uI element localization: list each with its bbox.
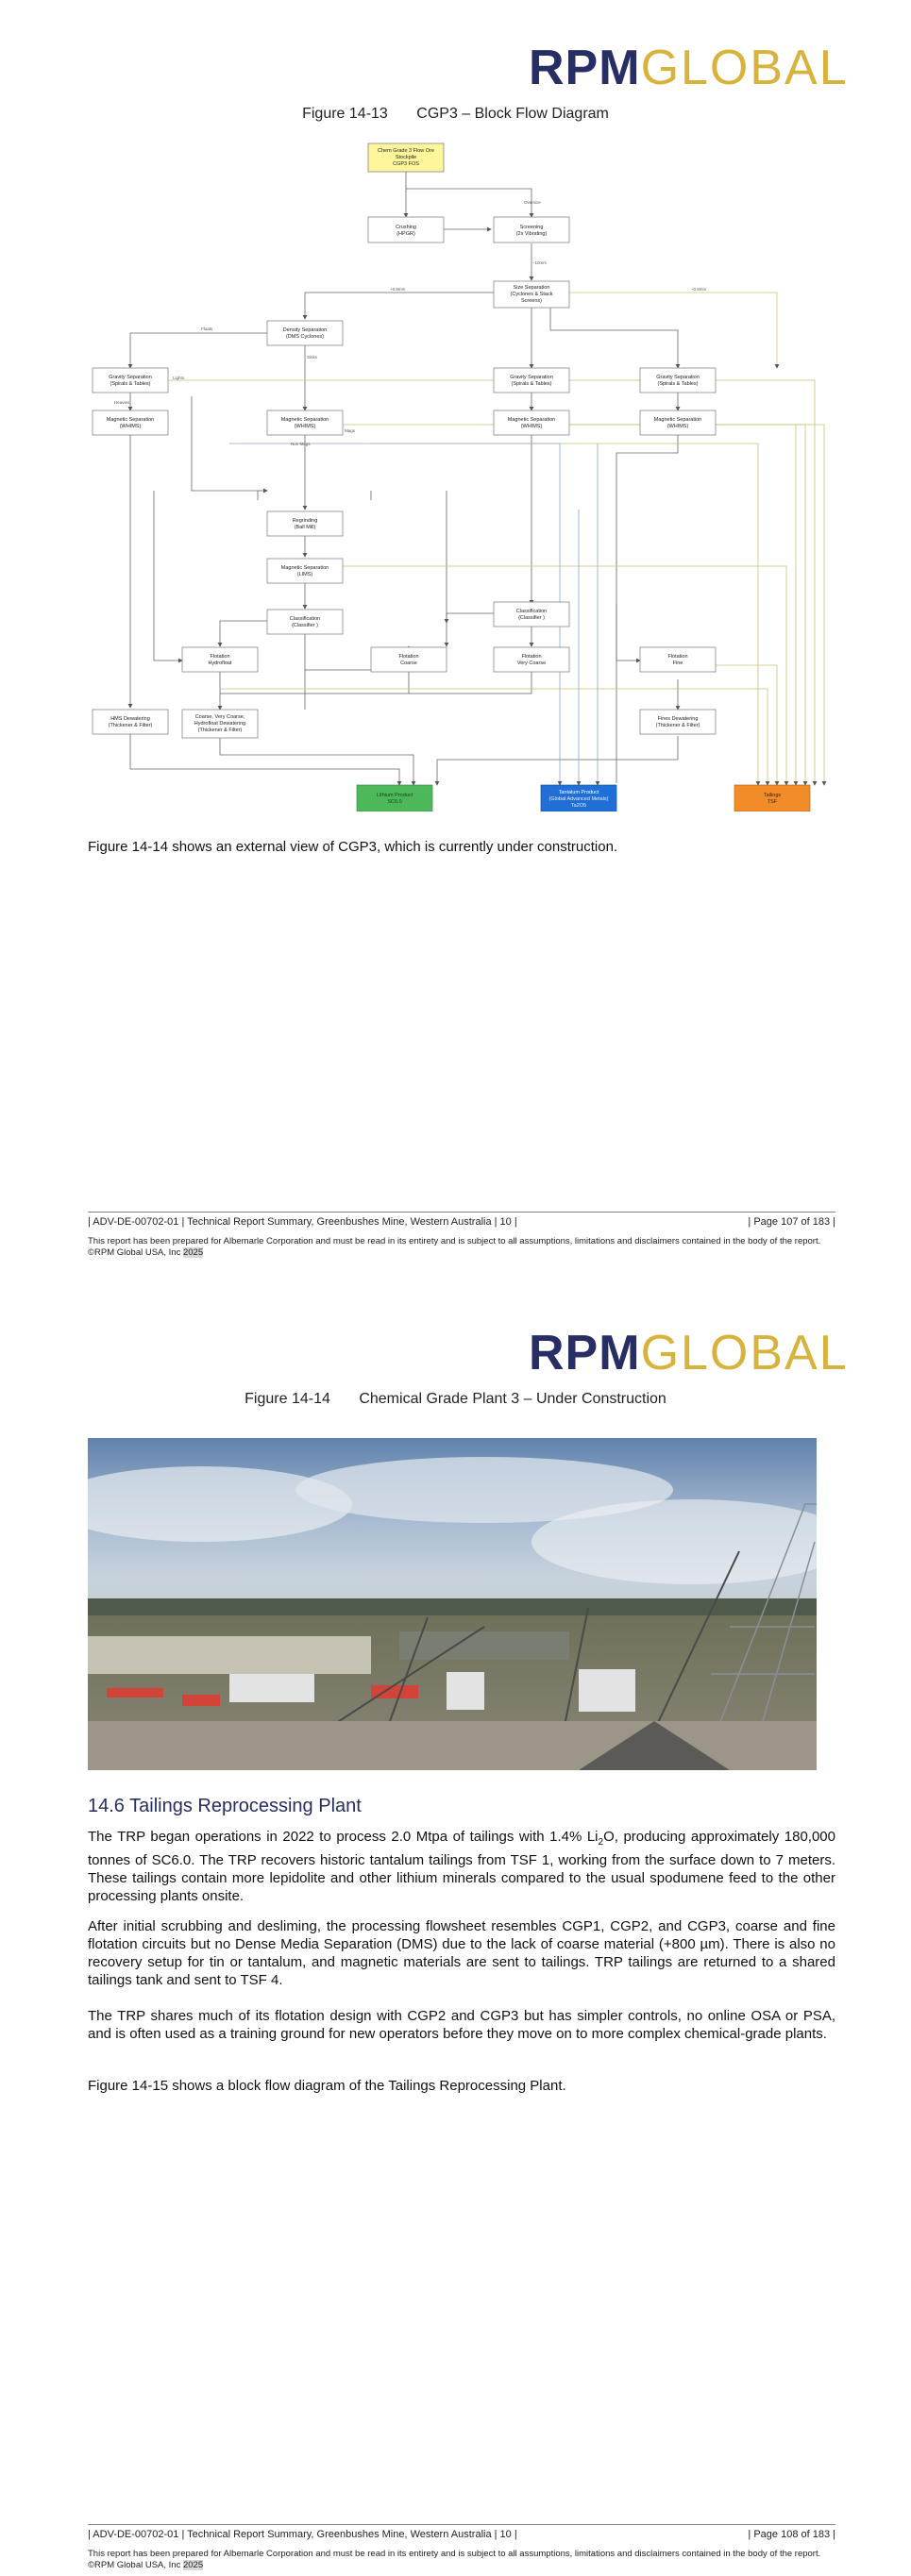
- footer-document-info: | ADV-DE-00702-01 | Technical Report Summary, Greenbushes Mine, Western Australia | 10 |: [88, 1216, 517, 1228]
- figure-number: Figure 14-14: [245, 1391, 330, 1407]
- section-heading: [88, 1796, 362, 1817]
- flow-label-heavies: Heavies: [114, 400, 130, 405]
- construction-site-photo: [88, 1438, 817, 1770]
- paragraph-1: [88, 1828, 835, 1905]
- footer-document-info: | ADV-DE-00702-01 | Technical Report Summary, Greenbushes Mine, Western Australia | 10 |: [88, 2529, 517, 2540]
- flow-label-fines: -0.8mm: [692, 287, 707, 292]
- footer-divider: [88, 1212, 835, 1213]
- paragraph-3: The TRP shares much of its flotation design with CGP2 and CGP3 but has simpler controls, no online OSA or PSA, and is often used as a training ground for new operators before they move on to more complex chemical-grade plants.: [88, 2008, 835, 2042]
- fines-dewatering-label: Fines Dewatering: [657, 716, 699, 722]
- coarse-dewatering-label: Coarse, Very Coarse,: [194, 714, 245, 720]
- figure-caption: [0, 106, 911, 123]
- rpm-global-logo: RPMGLOBAL: [529, 41, 849, 95]
- figure-title: CGP3 – Block Flow Diagram: [416, 106, 609, 122]
- mag-sep-4-label: Magnetic Separation: [653, 417, 702, 423]
- flow-label-sinks: Sinks: [307, 355, 318, 360]
- rpm-global-logo-page2: RPMGLOBAL: [529, 1326, 849, 1380]
- disclaimer-page2: [88, 2549, 835, 2571]
- hms-dewatering-label: HMS Dewatering: [110, 716, 150, 722]
- tantalum-product-sub1: (Global Advanced Metals): [548, 796, 609, 802]
- mag-sep-2-sub: (WHIMS): [294, 424, 316, 429]
- mag-sep-1-sub: (WHIMS): [119, 424, 142, 429]
- mag-sep-3-label: Magnetic Separation: [507, 417, 556, 423]
- size-sep-sub1: (Cyclones & Stack: [510, 292, 553, 297]
- footer-page-number: | Page 107 of 183 |: [748, 1216, 835, 1228]
- flow-label-lights: Lights: [173, 376, 185, 380]
- fines-dewatering-sub: (Thickener & Filter): [655, 723, 700, 728]
- gravity-sep-3-label: Gravity Separation: [656, 375, 700, 380]
- page-footer: [88, 1216, 835, 1228]
- paragraph-1-part-a: The TRP began operations in 2022 to process 2.0 Mtpa of tailings with 1.4% Li: [88, 1829, 599, 1845]
- classification-2-sub: (Classifier ): [518, 615, 545, 621]
- tantalum-product-label: Tantalum Product: [558, 790, 599, 795]
- density-sep-label: Density Separation: [282, 327, 328, 333]
- feed-label-1: Chem Grade 3 Flow Ore: [378, 148, 434, 154]
- disclaimer-text: This report has been prepared for Albemarle Corporation and must be read in its entirety and is subject to all assumptions, limitations and disclaimers contained in the body of the report. ©RPM Global USA, Inc: [88, 2549, 821, 2570]
- disclaimer-year: 2025: [182, 1247, 204, 1258]
- flotation-fine-sub: Fine: [672, 661, 683, 666]
- subscript: 2: [598, 1837, 604, 1848]
- coarse-dewatering-sub2: (Thickener & Filter): [197, 728, 243, 733]
- paragraph-4: Figure 14-15 shows a block flow diagram of the Tailings Reprocessing Plant.: [88, 2078, 566, 2094]
- flotation-vcoarse-sub: Very Coarse: [516, 661, 547, 666]
- page-footer-2: [88, 2529, 835, 2540]
- flow-label-coarse: +0.8mm: [390, 287, 406, 292]
- flotation-hydro-label: Flotation: [210, 654, 230, 660]
- figure-caption-page2: [0, 1391, 911, 1408]
- tantalum-product-sub2: Ta2O5: [570, 803, 587, 809]
- block-flow-diagram: [88, 132, 835, 811]
- section-number: 14.6: [88, 1796, 125, 1816]
- flotation-vcoarse-label: Flotation: [521, 654, 542, 660]
- lithium-product-sub: SC6.0: [387, 799, 402, 805]
- mag-sep-3-sub: (WHIMS): [520, 424, 543, 429]
- classification-2-label: Classification: [515, 609, 548, 614]
- section-title: Tailings Reprocessing Plant: [129, 1796, 362, 1816]
- coarse-dewatering-sub1: Hydrofloat Dewatering: [194, 721, 246, 727]
- disclaimer-text: This report has been prepared for Albemarle Corporation and must be read in its entirety and is subject to all assumptions, limitations and disclaimers contained in the body of the report. ©RPM Global USA, Inc: [88, 1236, 821, 1258]
- flow-label-floats: Floats: [201, 326, 213, 331]
- mag-sep-2-label: Magnetic Separation: [280, 417, 329, 423]
- crushing-sub: (HPGR): [396, 231, 415, 237]
- size-sep-label: Size Separation: [513, 285, 550, 291]
- crushing-label: Crushing: [395, 225, 417, 230]
- figure-number: Figure 14-13: [302, 106, 388, 122]
- lithium-product-label: Lithium Product: [376, 793, 413, 798]
- paragraph-1-part-b: O, producing approximately 180,000 tonnes of SC6.0. The TRP recovers historic tantalum tailings from TSF 1, working from the surface down to 7 meters. These tailings contain more lepidolite and other lithium minerals compared to the usual spodumene feed to the other processing plants onsite.: [88, 1829, 835, 1904]
- flow-label-oversize: Oversize: [524, 200, 541, 205]
- flow-label-mags: Mags: [345, 428, 356, 433]
- feed-label-3: CGP3 FOS: [393, 161, 419, 167]
- classification-1-label: Classification: [289, 616, 321, 622]
- gravity-sep-1-sub: (Spirals & Tables): [110, 381, 151, 387]
- hms-dewatering-sub: (Thickener & Filter): [108, 723, 153, 728]
- regrind-label: Regrinding: [292, 518, 318, 524]
- gravity-sep-3-sub: (Spirals & Tables): [657, 381, 699, 387]
- flotation-coarse-sub: Coarse: [400, 661, 417, 666]
- size-sep-sub2: Screens): [520, 298, 543, 304]
- feed-label-2: Stockpile: [395, 155, 417, 160]
- paragraph-2: After initial scrubbing and desliming, the processing flowsheet resembles CGP1, CGP2, and CGP3, coarse and fine flotation circuits but no Dense Media Separation (DMS) due to the lack of coarse material (+800 µm). There is also no recovery setup for tin or tantalum, and magnetic materials are sent to tailings. TRP tailings are returned to a shared tailings tank and sent to TSF 4.: [88, 1918, 835, 1988]
- flow-label-undersize: -10mm: [533, 260, 548, 265]
- flotation-coarse-label: Flotation: [398, 654, 419, 660]
- flotation-hydro-sub: Hydrofloat: [208, 661, 232, 666]
- lims-sub: (LIMS): [296, 572, 313, 577]
- disclaimer-year: 2025: [182, 2560, 204, 2570]
- gravity-sep-1-label: Gravity Separation: [109, 375, 152, 380]
- footer-divider-page2: [88, 2524, 835, 2525]
- gravity-sep-2-sub: (Spirals & Tables): [511, 381, 552, 387]
- footer-page-number: | Page 108 of 183 |: [748, 2529, 835, 2540]
- mag-sep-1-label: Magnetic Separation: [106, 417, 155, 423]
- screening-label: Screening: [519, 225, 544, 230]
- classification-1-sub: (Classifier ): [292, 623, 318, 628]
- screening-sub: (2x Vibrating): [515, 231, 548, 237]
- figure-reference-sentence: Figure 14-14 shows an external view of CGP3, which is currently under construction.: [88, 839, 618, 855]
- lims-label: Magnetic Separation: [280, 565, 329, 571]
- figure-title: Chemical Grade Plant 3 – Under Construction: [359, 1391, 666, 1407]
- gravity-sep-2-label: Gravity Separation: [510, 375, 553, 380]
- flotation-fine-label: Flotation: [667, 654, 688, 660]
- tailings-sub: TSF: [767, 799, 778, 805]
- regrind-sub: (Ball Mill): [294, 525, 316, 530]
- disclaimer: [88, 1236, 835, 1259]
- density-sep-sub: (DMS Cyclones): [285, 334, 325, 340]
- tailings-label: Tailings: [763, 793, 782, 798]
- flow-label-nonmags: Non Mags: [291, 442, 311, 446]
- mag-sep-4-sub: (WHIMS): [666, 424, 689, 429]
